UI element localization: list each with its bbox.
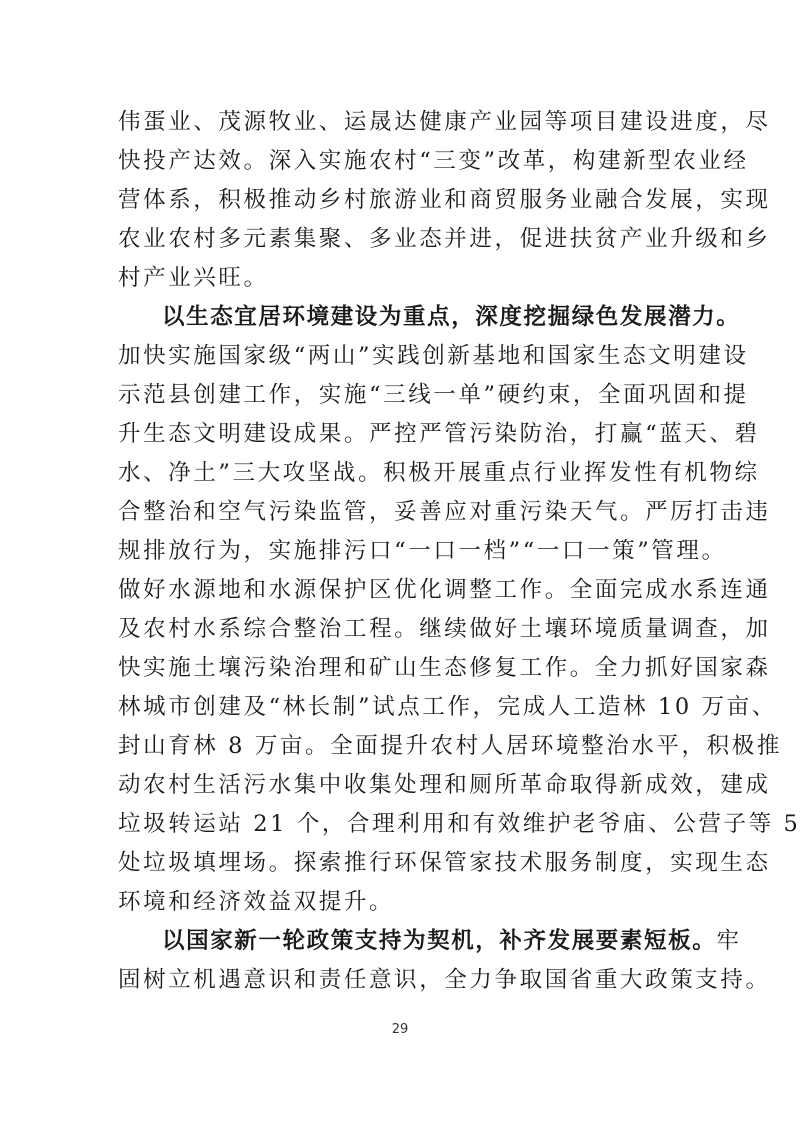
- section-heading: 以生态宜居环境建设为重点，深度挖掘绿色发展潜力。: [162, 304, 741, 330]
- text-run: 牢: [716, 928, 741, 954]
- text-line: 农业农村多元素集聚、多业态并进，促进扶贫产业升级和乡: [118, 226, 771, 252]
- text-line: 水、净土”三大攻坚战。积极开展重点行业挥发性有机物综: [118, 460, 760, 486]
- text-line: 快投产达效。深入实施农村“三变”改革，构建新型农业经: [118, 148, 749, 174]
- text-line: 加快实施国家级“两山”实践创新基地和国家生态文明建设: [118, 343, 749, 369]
- text-line: 营体系，积极推动乡村旅游业和商贸服务业融合发展，实现: [118, 187, 771, 213]
- text-line: 动农村生活污水集中收集处理和厕所革命取得新成效，建成: [118, 772, 771, 798]
- text-line: 及农村水系综合整治工程。继续做好土壤环境质量调查，加: [118, 616, 771, 642]
- text-line: 升生态文明建设成果。严控严管污染防治，打赢“蓝天、碧: [118, 421, 760, 447]
- section-heading: 以国家新一轮政策支持为契机，补齐发展要素短板。: [162, 928, 717, 954]
- text-line: 固树立机遇意识和责任意识，全力争取国省重大政策支持。: [118, 967, 771, 993]
- text-line: 规排放行为，实施排污口“一口一档”“一口一策”管理。: [118, 538, 727, 564]
- text-line: 封山育林 8 万亩。全面提升农村人居环境整治水平，积极推: [118, 733, 782, 759]
- text-line: 村产业兴旺。: [118, 265, 269, 291]
- text-line: 垃圾转运站 21 个，合理利用和有效维护老爷庙、公营子等 5: [118, 811, 800, 837]
- text-line: 环境和经济效益双提升。: [118, 889, 395, 915]
- text-line: 快实施土壤污染治理和矿山生态修复工作。全力抓好国家森: [118, 655, 771, 681]
- text-line: 处垃圾填埋场。探索推行环保管家技术服务制度，实现生态: [118, 850, 771, 876]
- text-line: 林城市创建及“林长制”试点工作，完成人工造林 10 万亩、: [118, 694, 777, 720]
- text-line: 做好水源地和水源保护区优化调整工作。全面完成水系连通: [118, 577, 771, 603]
- text-line: 示范县创建工作，实施“三线一单”硬约束，全面巩固和提: [118, 382, 749, 408]
- text-line: 合整治和空气污染监管，妥善应对重污染天气。严厉打击违: [118, 499, 771, 525]
- text-line: 伟蛋业、茂源牧业、运晟达健康产业园等项目建设进度，尽: [118, 109, 771, 135]
- paragraph-lead-line: [162, 921, 741, 961]
- page-number: 29: [391, 1022, 409, 1037]
